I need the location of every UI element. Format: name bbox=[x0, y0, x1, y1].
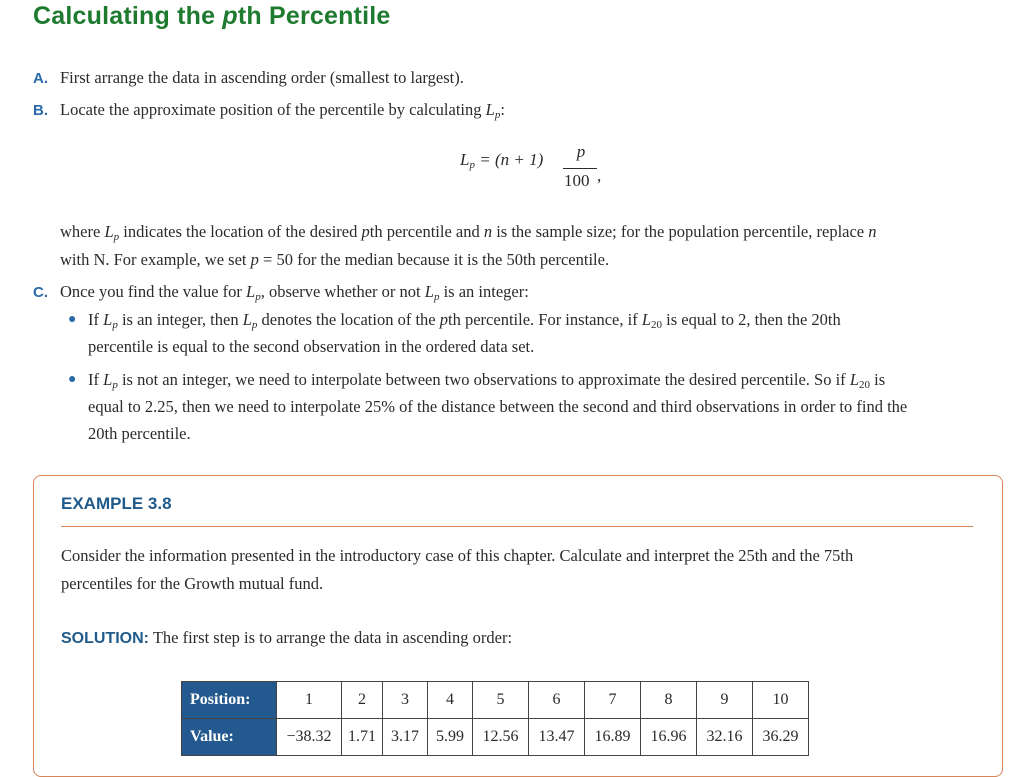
step-b-text: Locate the approximate position of the percentile by calculating $L_p$: bbox=[60, 100, 505, 121]
where-line-2: with N. For example, we set p = 50 for the median because it is the 50th percentile. bbox=[60, 250, 610, 269]
solution-line: SOLUTION: The first step is to arrange the data in ascending order: bbox=[61, 628, 513, 647]
bullet-2-line-2: equal to 2.25, then we need to interpolate 25% of the distance between the second and third observations in order to find the bbox=[88, 397, 908, 416]
step-b-label: B. bbox=[33, 102, 48, 119]
table-cell: 3.17 bbox=[383, 719, 428, 756]
row-header-value: Value: bbox=[182, 719, 277, 756]
table-cell: 6 bbox=[529, 682, 585, 719]
bullet-2-line-3: 20th percentile. bbox=[88, 424, 191, 443]
table-cell: 1 bbox=[277, 682, 342, 719]
bullet-1-line-1: If $L_p$ is an integer, then $L_p$ denotes the location of the pth percentile. For instance, if $L_{20}$ is equal to 2, then the 20th bbox=[88, 310, 841, 331]
row-header-position: Position: bbox=[182, 682, 277, 719]
formula: $L_p = (n + 1)$ bbox=[460, 150, 544, 171]
table-cell: 7 bbox=[585, 682, 641, 719]
table-cell: 16.96 bbox=[641, 719, 697, 756]
bullet-1-line-2: percentile is equal to the second observation in the ordered data set. bbox=[88, 337, 535, 356]
table-cell: 8 bbox=[641, 682, 697, 719]
step-a-label: A. bbox=[33, 70, 48, 87]
table-cell: 4 bbox=[428, 682, 473, 719]
page-title: Calculating the pth Percentile bbox=[33, 2, 391, 30]
formula-denominator: 100 bbox=[564, 171, 590, 190]
table-cell: 5 bbox=[473, 682, 529, 719]
example-text-line-2: percentiles for the Growth mutual fund. bbox=[61, 574, 324, 593]
table-row bbox=[182, 682, 809, 719]
bullet-icon: ● bbox=[68, 372, 77, 387]
step-a-text: First arrange the data in ascending order (smallest to largest). bbox=[60, 68, 464, 87]
table-cell: 1.71 bbox=[342, 719, 383, 756]
example-title: EXAMPLE 3.8 bbox=[61, 494, 172, 513]
table-cell: 36.29 bbox=[753, 719, 809, 756]
table-cell: 16.89 bbox=[585, 719, 641, 756]
example-text-line-1: Consider the information presented in the introductory case of this chapter. Calculate and interpret the 25th and the 75th bbox=[61, 546, 854, 565]
table-cell: 12.56 bbox=[473, 719, 529, 756]
table-cell: 10 bbox=[753, 682, 809, 719]
example-divider bbox=[61, 526, 973, 527]
fraction-bar bbox=[563, 168, 597, 169]
step-c-label: C. bbox=[33, 284, 48, 301]
table-cell: 32.16 bbox=[697, 719, 753, 756]
data-table bbox=[181, 681, 809, 756]
step-c-text: Once you find the value for $L_p$, observe whether or not $L_p$ is an integer: bbox=[60, 282, 529, 303]
table-cell: 9 bbox=[697, 682, 753, 719]
table-cell: 13.47 bbox=[529, 719, 585, 756]
bullet-2-line-1: If $L_p$ is not an integer, we need to interpolate between two observations to approximate the desired percentile. So if $L_{20}$ is bbox=[88, 370, 886, 391]
table-row bbox=[182, 719, 809, 756]
formula-numerator: p bbox=[576, 142, 586, 161]
formula-comma: , bbox=[597, 166, 602, 185]
table-cell: 3 bbox=[383, 682, 428, 719]
table-cell: −38.32 bbox=[277, 719, 342, 756]
table-cell: 5.99 bbox=[428, 719, 473, 756]
bullet-icon: ● bbox=[68, 312, 77, 327]
where-line-1: where $L_p$ indicates the location of the desired pth percentile and n is the sample size; for the population percentile, replace n bbox=[60, 222, 877, 243]
table-cell: 2 bbox=[342, 682, 383, 719]
